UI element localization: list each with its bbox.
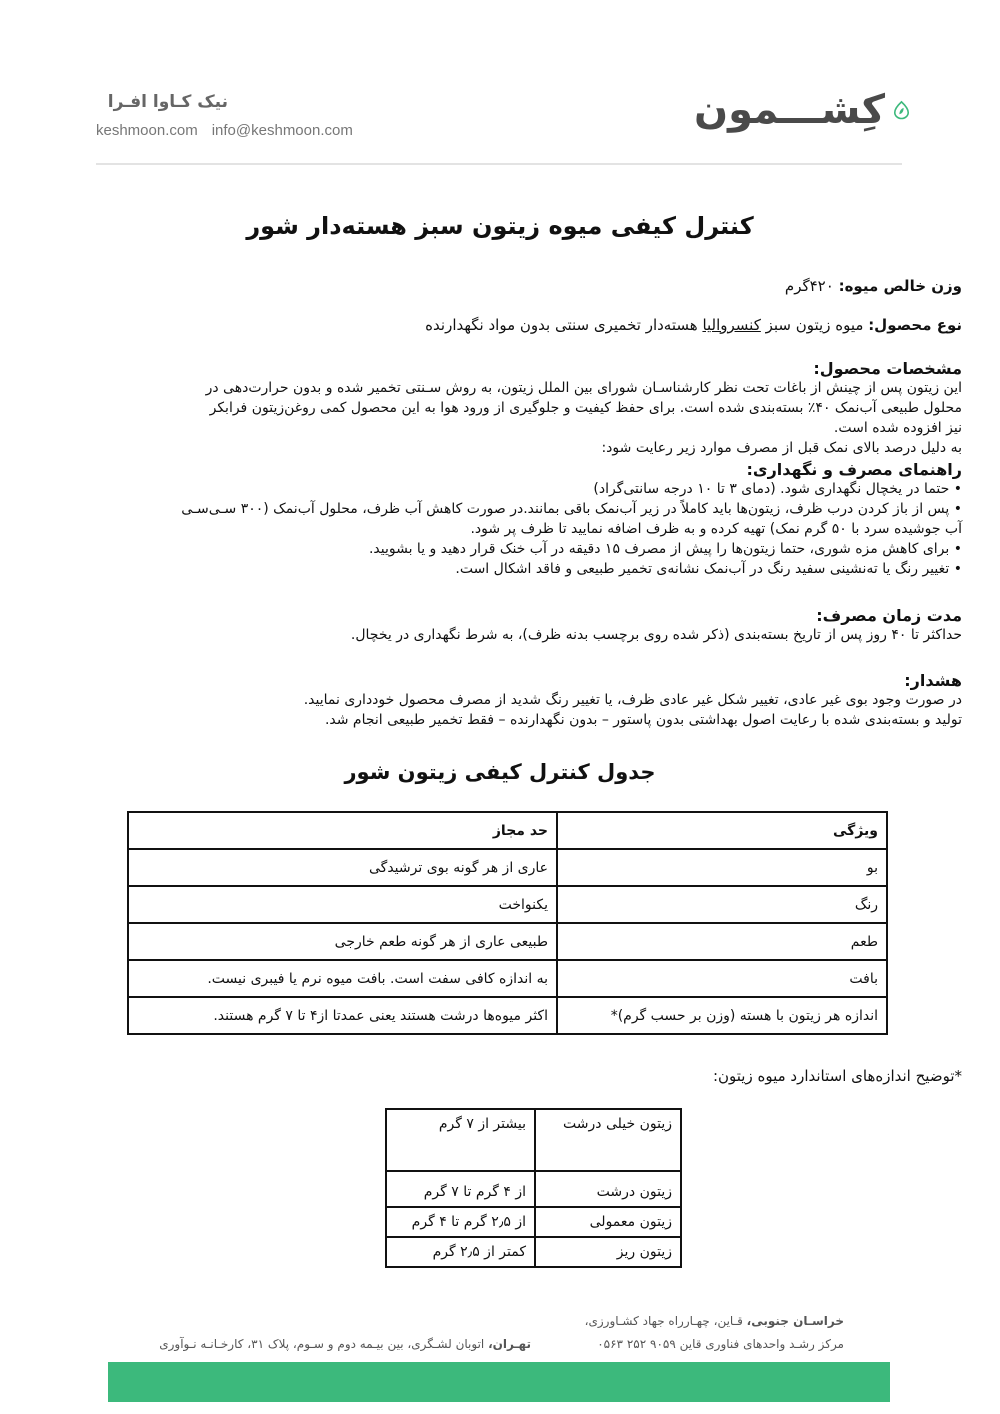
table-cell: زیتون ریز: [535, 1237, 681, 1267]
table-row: [386, 1207, 681, 1237]
qc-table-title: جدول کنترل کیفی زیتون شور: [344, 760, 656, 784]
table-cell: زیتون معمولی: [535, 1207, 681, 1237]
footer-address-3-rest: اتوبان لشـگری، بین بیـمه دوم و سـوم، پلاک ۳۱، کارخـانـه نـوآوری: [159, 1337, 489, 1351]
table-cell: طعم: [557, 923, 887, 960]
footer-province: خراسـان جنوبی،: [746, 1314, 844, 1328]
footer-address-2: مرکز رشـد واحدهای فناوری قاین ۹۰۵۹ ۲۵۲ ۰۵۶۳: [597, 1337, 844, 1351]
table-cell: زیتون درشت: [535, 1171, 681, 1207]
net-weight-label: وزن خالص میوه:: [838, 277, 962, 295]
website-link[interactable]: keshmoon.com: [96, 122, 198, 139]
footer-address-1: [570, 1314, 844, 1328]
table-row: [128, 849, 887, 886]
table-cell: اندازه هر زیتون با هسته (وزن بر حسب گرم)*: [557, 997, 887, 1034]
table-cell: بیشتر از ۷ گرم: [386, 1109, 535, 1171]
guide-heading: راهنمای مصرف و نگهداری:: [746, 460, 962, 479]
leaf-drop-icon: [893, 84, 910, 136]
table-row: [128, 923, 887, 960]
size-note: *توضیح اندازه‌های استاندارد میوه زیتون:: [712, 1067, 962, 1085]
guide-line: • تغییر رنگ یا ته‌نشینی سفید رنگ در آب‌نمک نشانه‌ی تخمیر طبیعی و فاقد اشکال است.: [455, 561, 962, 577]
table-row: [386, 1171, 681, 1207]
net-weight-line: [100, 276, 962, 296]
footer-address-3: [156, 1337, 531, 1351]
table-header-row: [128, 812, 887, 849]
table-cell: اکثر میوه‌ها درشت هستند یعنی عمدتا از۴ تا ۷ گرم هستند.: [128, 997, 557, 1034]
footer-address-1-rest: قـاین، چهـارراه جهاد کشـاورزی،: [584, 1314, 747, 1328]
product-type-label: نوع محصول:: [868, 316, 962, 334]
shelf-life-text: حداکثر تا ۴۰ روز پس از تاریخ بسته‌بندی (ذکر شده روی برچسب بدنه ظرف)، به شرط نگهداری در یخچال.: [350, 627, 962, 643]
table-cell: از ۲٫۵ گرم تا ۴ گرم: [386, 1207, 535, 1237]
product-type-prefix: میوه زیتون سبز: [760, 316, 864, 334]
brand-name: کِشـــمون: [694, 87, 886, 133]
table-cell: طبیعی عاری از هر گونه طعم خارجی: [128, 923, 557, 960]
email-link[interactable]: info@keshmoon.com: [211, 122, 353, 139]
table-cell: زیتون خیلی درشت: [535, 1109, 681, 1171]
guide-line: • برای کاهش مزه شوری، حتما زیتون‌ها را پیش از مصرف ۱۵ دقیقه در آب خنک قرار دهید و یا بشویید.: [368, 541, 962, 557]
brand-logo: [694, 82, 910, 138]
table-row: [386, 1237, 681, 1267]
warning-heading: هشدار:: [904, 671, 962, 690]
product-type-line: [100, 315, 962, 335]
page-title: کنترل کیفی میوه زیتون سبز هسته‌دار شور: [246, 212, 754, 240]
shelf-life-section: [60, 606, 962, 645]
size-table: [385, 1108, 682, 1268]
table-cell: رنگ: [557, 886, 887, 923]
table-cell: از ۴ گرم تا ۷ گرم: [386, 1171, 535, 1207]
guide-line: • حتما در یخچال نگهداری شود. (دمای ۳ تا ۱۰ درجه سانتی‌گراد): [593, 481, 962, 497]
company-name: نیک کـاوا افـرا: [107, 92, 228, 112]
product-type-brand: کنسروالیا: [702, 316, 761, 334]
table-cell: بو: [557, 849, 887, 886]
guide-section: [60, 460, 962, 579]
table-row: [128, 997, 887, 1034]
table-cell: عاری از هر گونه بوی ترشیدگی: [128, 849, 557, 886]
table-row: [128, 886, 887, 923]
shelf-life-heading: مدت زمان مصرف:: [816, 606, 962, 625]
specs-heading: مشخصات محصول:: [813, 359, 962, 378]
table-cell: به اندازه کافی سفت است. بافت میوه نرم یا فیبری نیست.: [128, 960, 557, 997]
table-row: [128, 960, 887, 997]
warning-section: [60, 671, 962, 730]
table-cell: یکنواخت: [128, 886, 557, 923]
footer-city: تهـران،: [488, 1337, 531, 1351]
guide-line: آب جوشیده سرد با ۵۰ گرم نمک) تهیه کرده و به ظرف اضافه نمایید تا ظرف پر شود.: [470, 521, 962, 537]
specs-line: به دلیل درصد بالای نمک قبل از مصرف موارد زیر رعایت شود:: [601, 440, 962, 456]
specs-section: [60, 359, 962, 458]
warning-line: در صورت وجود بوی غیر عادی، تغییر شکل غیر عادی ظرف، یا تغییر رنگ شدید از مصرف محصول خودداری نمایید.: [303, 692, 962, 708]
table-row: [386, 1109, 681, 1171]
qc-table: [127, 811, 888, 1035]
table-cell: بافت: [557, 960, 887, 997]
product-type-suffix: هسته‌دار تخمیری سنتی بدون مواد نگهدارنده: [425, 316, 703, 334]
table-header-cell: حد مجاز: [128, 812, 557, 849]
specs-line: این زیتون پس از چینش از باغات تحت نظر کارشناسـان شورای بین الملل زیتون، به روش سـنتی تخمیر شده و بدون حرارت‌دهی در: [205, 380, 962, 396]
warning-line: تولید و بسته‌بندی شده با رعایت اصول بهداشتی بدون پاستور – بدون نگهدارنده – فقط تخمیر طبیعی انجام شد.: [324, 712, 962, 728]
table-cell: کمتر از ۲٫۵ گرم: [386, 1237, 535, 1267]
contact-info: [96, 122, 353, 139]
page-break-mask: [380, 1296, 700, 1310]
specs-line: محلول طبیعی آب‌نمک ۴۰٪ بسته‌بندی شده است. برای حفظ کیفیت و جلوگیری از ورود هوا به این محصول کمی روغن‌زیتون فرابکر: [209, 400, 962, 416]
net-weight-value: ۴۲۰گرم: [784, 277, 834, 295]
guide-line: • پس از باز کردن درب ظرف، زیتون‌ها باید کاملاً در زیر آب‌نمک باقی بمانند.در صورت کاهش آب ظرف، محلول آب‌نمک (۳۰۰ سـی‌سـی: [181, 501, 962, 517]
table-header-cell: ویژگی: [557, 812, 887, 849]
header-divider: [96, 163, 902, 165]
specs-line: نیز افزوده شده است.: [833, 420, 962, 436]
footer-brand-bar: [108, 1362, 890, 1402]
